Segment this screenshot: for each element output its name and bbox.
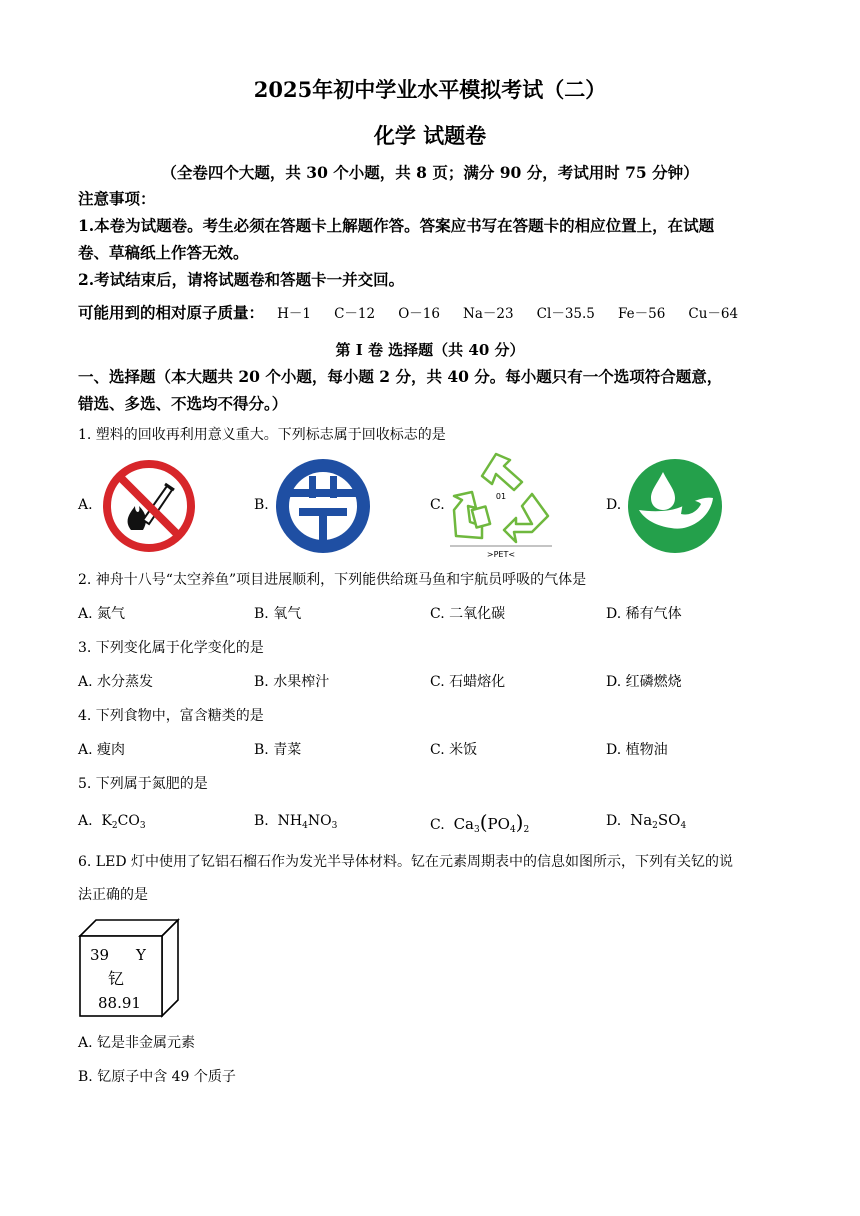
- q2-option-d: D. 稀有气体: [606, 606, 682, 622]
- notice-item-1: 1.本卷为试题卷。考生必须在答题卡上解题作答。答案应书写在答题卡的相应位置上，在试题: [78, 216, 715, 235]
- water-saving-icon: [627, 458, 723, 554]
- q5-label-b: B.: [254, 813, 269, 829]
- q4-option-c: C. 米饭: [430, 742, 478, 758]
- q5-label-d: D.: [606, 813, 622, 829]
- q4-option-d: D. 植物油: [606, 742, 668, 758]
- recycle-pet-icon: [448, 450, 554, 562]
- q1-label-a: A.: [78, 497, 93, 513]
- q6-stem-cont: 法正确的是: [78, 887, 148, 903]
- q6-stem: 6. LED 灯中使用了钇铝石榴石作为发光半导体材料。钇在元素周期表中的信息如图所示，下列有关钇的说: [78, 854, 733, 870]
- element-number: 39: [90, 946, 110, 964]
- q6-option-b: B. 钇原子中含 49 个质子: [78, 1069, 236, 1085]
- q4-option-b: B. 青菜: [254, 742, 302, 758]
- atomic-mass-na: Na－23: [463, 306, 514, 322]
- part1-instructions-cont: 错选、多选、不选均不得分。）: [78, 394, 288, 413]
- q3-option-b: B. 水果榨汁: [254, 674, 330, 690]
- q3-stem: 3. 下列变化属于化学变化的是: [78, 640, 264, 656]
- q1-label-d: D.: [606, 497, 622, 513]
- q5-stem: 5. 下列属于氮肥的是: [78, 776, 208, 792]
- q5-option-b: B. $NH_4NO_3$: [254, 813, 338, 831]
- q5-option-a: A. $K_2CO_3$: [78, 813, 146, 831]
- exam-info: （全卷四个大题，共 30 个小题，共 8 页；满分 90 分，考试用时 75 分钟）: [161, 163, 699, 182]
- q2-option-b: B. 氧气: [254, 606, 302, 622]
- part1-instructions: 一、选择题（本大题共 20 个小题，每小题 2 分，共 40 分。每小题只有一个选项符合题意，: [78, 367, 723, 386]
- blue-emblem-icon: [275, 458, 371, 554]
- atomic-mass-label: 可能用到的相对原子质量：: [78, 303, 265, 322]
- atomic-mass-cl: Cl－35.5: [536, 306, 595, 322]
- q3-option-c: C. 石蜡熔化: [430, 674, 506, 690]
- no-fire-sign-icon: [101, 458, 197, 554]
- atomic-mass-fe: Fe－56: [617, 306, 666, 322]
- q5-label-a: A.: [78, 813, 93, 829]
- recycle-code: >PET<: [486, 550, 516, 559]
- exam-title: 2025年初中学业水平模拟考试（二）: [253, 77, 607, 102]
- notice-item-2: 2.考试结束后，请将试题卷和答题卡一并交回。: [78, 270, 405, 289]
- q5-label-c: C.: [430, 817, 445, 833]
- atomic-mass-o: O－16: [398, 306, 440, 322]
- notice-heading: 注意事项：: [78, 189, 156, 208]
- q2-option-c: C. 二氧化碳: [430, 606, 506, 622]
- q2-option-a: A. 氮气: [78, 606, 126, 622]
- atomic-mass-c: C－12: [334, 306, 376, 322]
- atomic-mass-cu: Cu－64: [688, 306, 739, 322]
- q1-label-b: B.: [254, 497, 269, 513]
- element-mass: 88.91: [98, 994, 141, 1012]
- q1-stem: 1. 塑料的回收再利用意义重大。下列标志属于回收标志的是: [78, 427, 446, 443]
- q1-label-c: C.: [430, 497, 445, 513]
- q3-option-d: D. 红磷燃烧: [606, 674, 682, 690]
- exam-subject-title: 化学 试题卷: [373, 123, 487, 148]
- atomic-mass-h: H－1: [277, 306, 311, 322]
- q5-option-d: D. $Na_2SO_4$: [606, 811, 687, 831]
- atomic-mass-line: [78, 301, 756, 323]
- q3-option-a: A. 水分蒸发: [78, 674, 154, 690]
- q4-stem: 4. 下列食物中，富含糖类的是: [78, 708, 264, 724]
- q2-stem: 2. 神舟十八号“太空养鱼”项目进展顺利，下列能供给斑马鱼和宇航员呼吸的气体是: [78, 572, 587, 588]
- q5-option-c: C. $Ca_3(PO_4)_2$: [430, 810, 530, 835]
- element-name: 钇: [108, 969, 125, 988]
- notice-item-1-cont: 卷、草稿纸上作答无效。: [78, 243, 249, 262]
- q4-option-a: A. 瘦肉: [78, 742, 126, 758]
- section-title: 第 I 卷 选择题（共 40 分）: [335, 341, 525, 359]
- element-symbol: Y: [136, 946, 146, 964]
- element-cell-yttrium: [78, 918, 182, 1018]
- q6-option-a: A. 钇是非金属元素: [78, 1035, 196, 1051]
- recycle-number: 01: [495, 492, 507, 501]
